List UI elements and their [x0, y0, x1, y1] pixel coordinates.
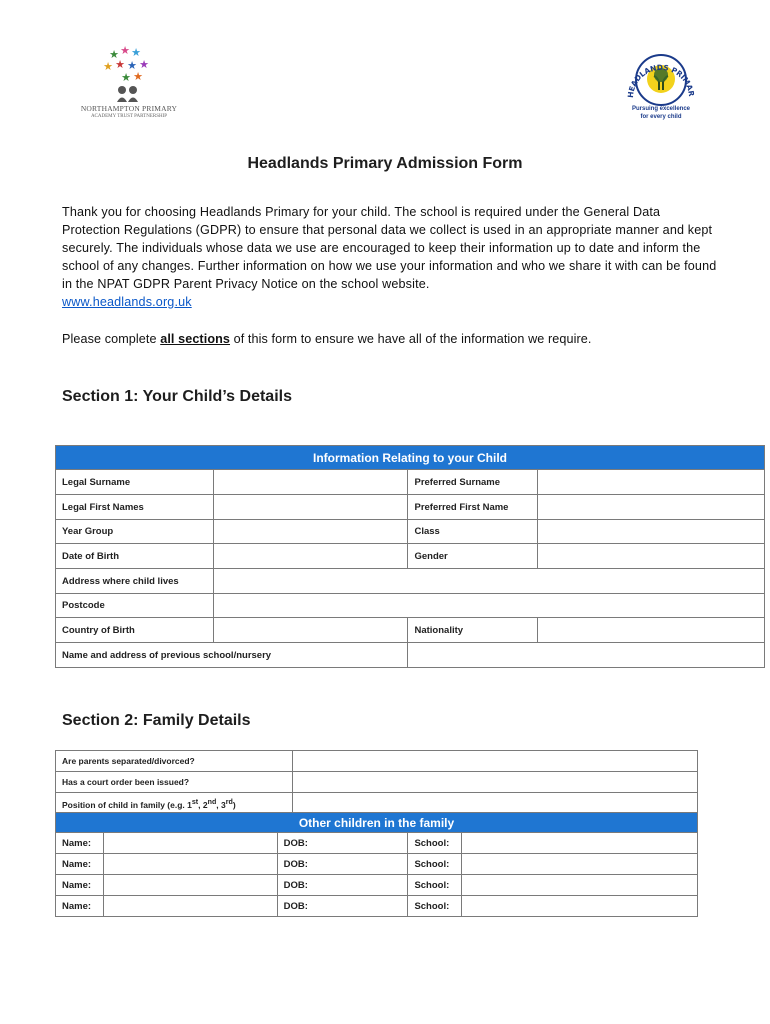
siblings-header: Other children in the family: [56, 813, 698, 833]
sibling-school-label: School:: [408, 854, 462, 875]
address-input[interactable]: [213, 569, 764, 594]
form-title: Headlands Primary Admission Form: [247, 155, 523, 172]
sibling-school-label: School:: [408, 833, 462, 854]
intro-paragraph: [62, 203, 722, 311]
northampton-trust-logo: [80, 44, 178, 136]
sibling-school-input[interactable]: [462, 875, 698, 896]
position-in-family-label: Position of child in family (e.g. 1st, 2nd, 3rd): [56, 793, 293, 815]
nationality-label: Nationality: [408, 618, 538, 643]
preferred-surname-label: Preferred Surname: [408, 470, 538, 495]
year-group-label: Year Group: [56, 520, 214, 544]
trust-name: NORTHAMPTON PRIMARY: [80, 104, 178, 113]
svg-text:★: ★: [131, 46, 141, 59]
date-of-birth-input[interactable]: [213, 544, 408, 569]
sibling-name-label: Name:: [56, 833, 104, 854]
section-2-heading: Section 2: Family Details: [62, 712, 251, 729]
legal-first-names-input[interactable]: [213, 495, 408, 520]
headlands-school-logo: [613, 46, 709, 124]
svg-text:★: ★: [133, 70, 143, 83]
preferred-first-name-label: Preferred First Name: [408, 495, 538, 520]
sibling-dob-label: DOB:: [277, 854, 408, 875]
country-of-birth-label: Country of Birth: [56, 618, 214, 643]
svg-text:★: ★: [120, 44, 130, 57]
legal-surname-input[interactable]: [213, 470, 408, 495]
separated-label: Are parents separated/divorced?: [56, 751, 293, 772]
preferred-surname-input[interactable]: [538, 470, 765, 495]
svg-text:★: ★: [121, 71, 131, 84]
country-of-birth-input[interactable]: [213, 618, 408, 643]
svg-text:★: ★: [103, 60, 113, 73]
court-order-label: Has a court order been issued?: [56, 772, 293, 793]
postcode-input[interactable]: [213, 594, 764, 618]
svg-text:★: ★: [109, 48, 119, 61]
sibling-name-input[interactable]: [103, 854, 277, 875]
sibling-name-label: Name:: [56, 875, 104, 896]
instruction-emphasis: all sections: [160, 332, 231, 346]
class-label: Class: [408, 520, 538, 544]
sibling-school-label: School:: [408, 875, 462, 896]
svg-text:★: ★: [139, 58, 149, 71]
address-label: Address where child lives: [56, 569, 214, 594]
stars-icon: [84, 44, 174, 104]
nationality-input[interactable]: [538, 618, 765, 643]
gender-input[interactable]: [538, 544, 765, 569]
svg-text:★: ★: [115, 58, 125, 71]
sibling-name-input[interactable]: [103, 896, 277, 917]
svg-text:★: ★: [127, 59, 137, 72]
legal-first-names-label: Legal First Names: [56, 495, 214, 520]
instruction-after: of this form to ensure we have all of the information we require.: [230, 332, 592, 346]
school-motto-line2: for every child: [640, 114, 682, 120]
court-order-input[interactable]: [292, 772, 697, 793]
intro-text: Thank you for choosing Headlands Primary for your child. The school is required under the General Data Protection Regulations (GDPR) to ensure that personal data we collect is used in an appropriate manner and kept securely. The individuals whose data we use are encouraged to keep their information up to date and inform the school of any changes. Further information on how we use your information and who we share it with can be found in the NPAT GDPR Parent Privacy Notice on the school website.: [62, 205, 717, 291]
trust-subtitle: ACADEMY TRUST PARTNERSHIP: [90, 114, 168, 119]
year-group-input[interactable]: [213, 520, 408, 544]
child-table-header: Information Relating to your Child: [56, 446, 765, 470]
sibling-dob-label: DOB:: [277, 896, 408, 917]
preferred-first-name-input[interactable]: [538, 495, 765, 520]
sibling-school-input[interactable]: [462, 833, 698, 854]
sibling-name-label: Name:: [56, 854, 104, 875]
sibling-school-label: School:: [408, 896, 462, 917]
separated-input[interactable]: [292, 751, 697, 772]
sibling-dob-label: DOB:: [277, 833, 408, 854]
sibling-school-input[interactable]: [462, 854, 698, 875]
previous-school-label: Name and address of previous school/nursery: [56, 643, 408, 668]
instruction-text: [62, 332, 592, 346]
sibling-name-input[interactable]: [103, 833, 277, 854]
legal-surname-label: Legal Surname: [56, 470, 214, 495]
sibling-name-label: Name:: [56, 896, 104, 917]
svg-text:HEADLANDS PRIMARY SCHOOL: HEADLANDS PRIMAR: [625, 62, 696, 99]
class-input[interactable]: [538, 520, 765, 544]
school-website-link[interactable]: www.headlands.org.uk: [62, 295, 192, 309]
sibling-dob-label: DOB:: [277, 875, 408, 896]
previous-school-input[interactable]: [408, 643, 765, 668]
section-1-heading: Section 1: Your Child’s Details: [62, 388, 292, 405]
sibling-name-input[interactable]: [103, 875, 277, 896]
postcode-label: Postcode: [56, 594, 214, 618]
sibling-school-input[interactable]: [462, 896, 698, 917]
siblings-table: [55, 812, 698, 917]
tree-badge-icon: [613, 46, 709, 108]
family-questions-table: [55, 750, 698, 815]
child-details-table: [55, 445, 765, 668]
instruction-before: Please complete: [62, 332, 161, 346]
gender-label: Gender: [408, 544, 538, 569]
date-of-birth-label: Date of Birth: [56, 544, 214, 569]
school-motto-line1: Pursuing excellence: [631, 106, 691, 112]
